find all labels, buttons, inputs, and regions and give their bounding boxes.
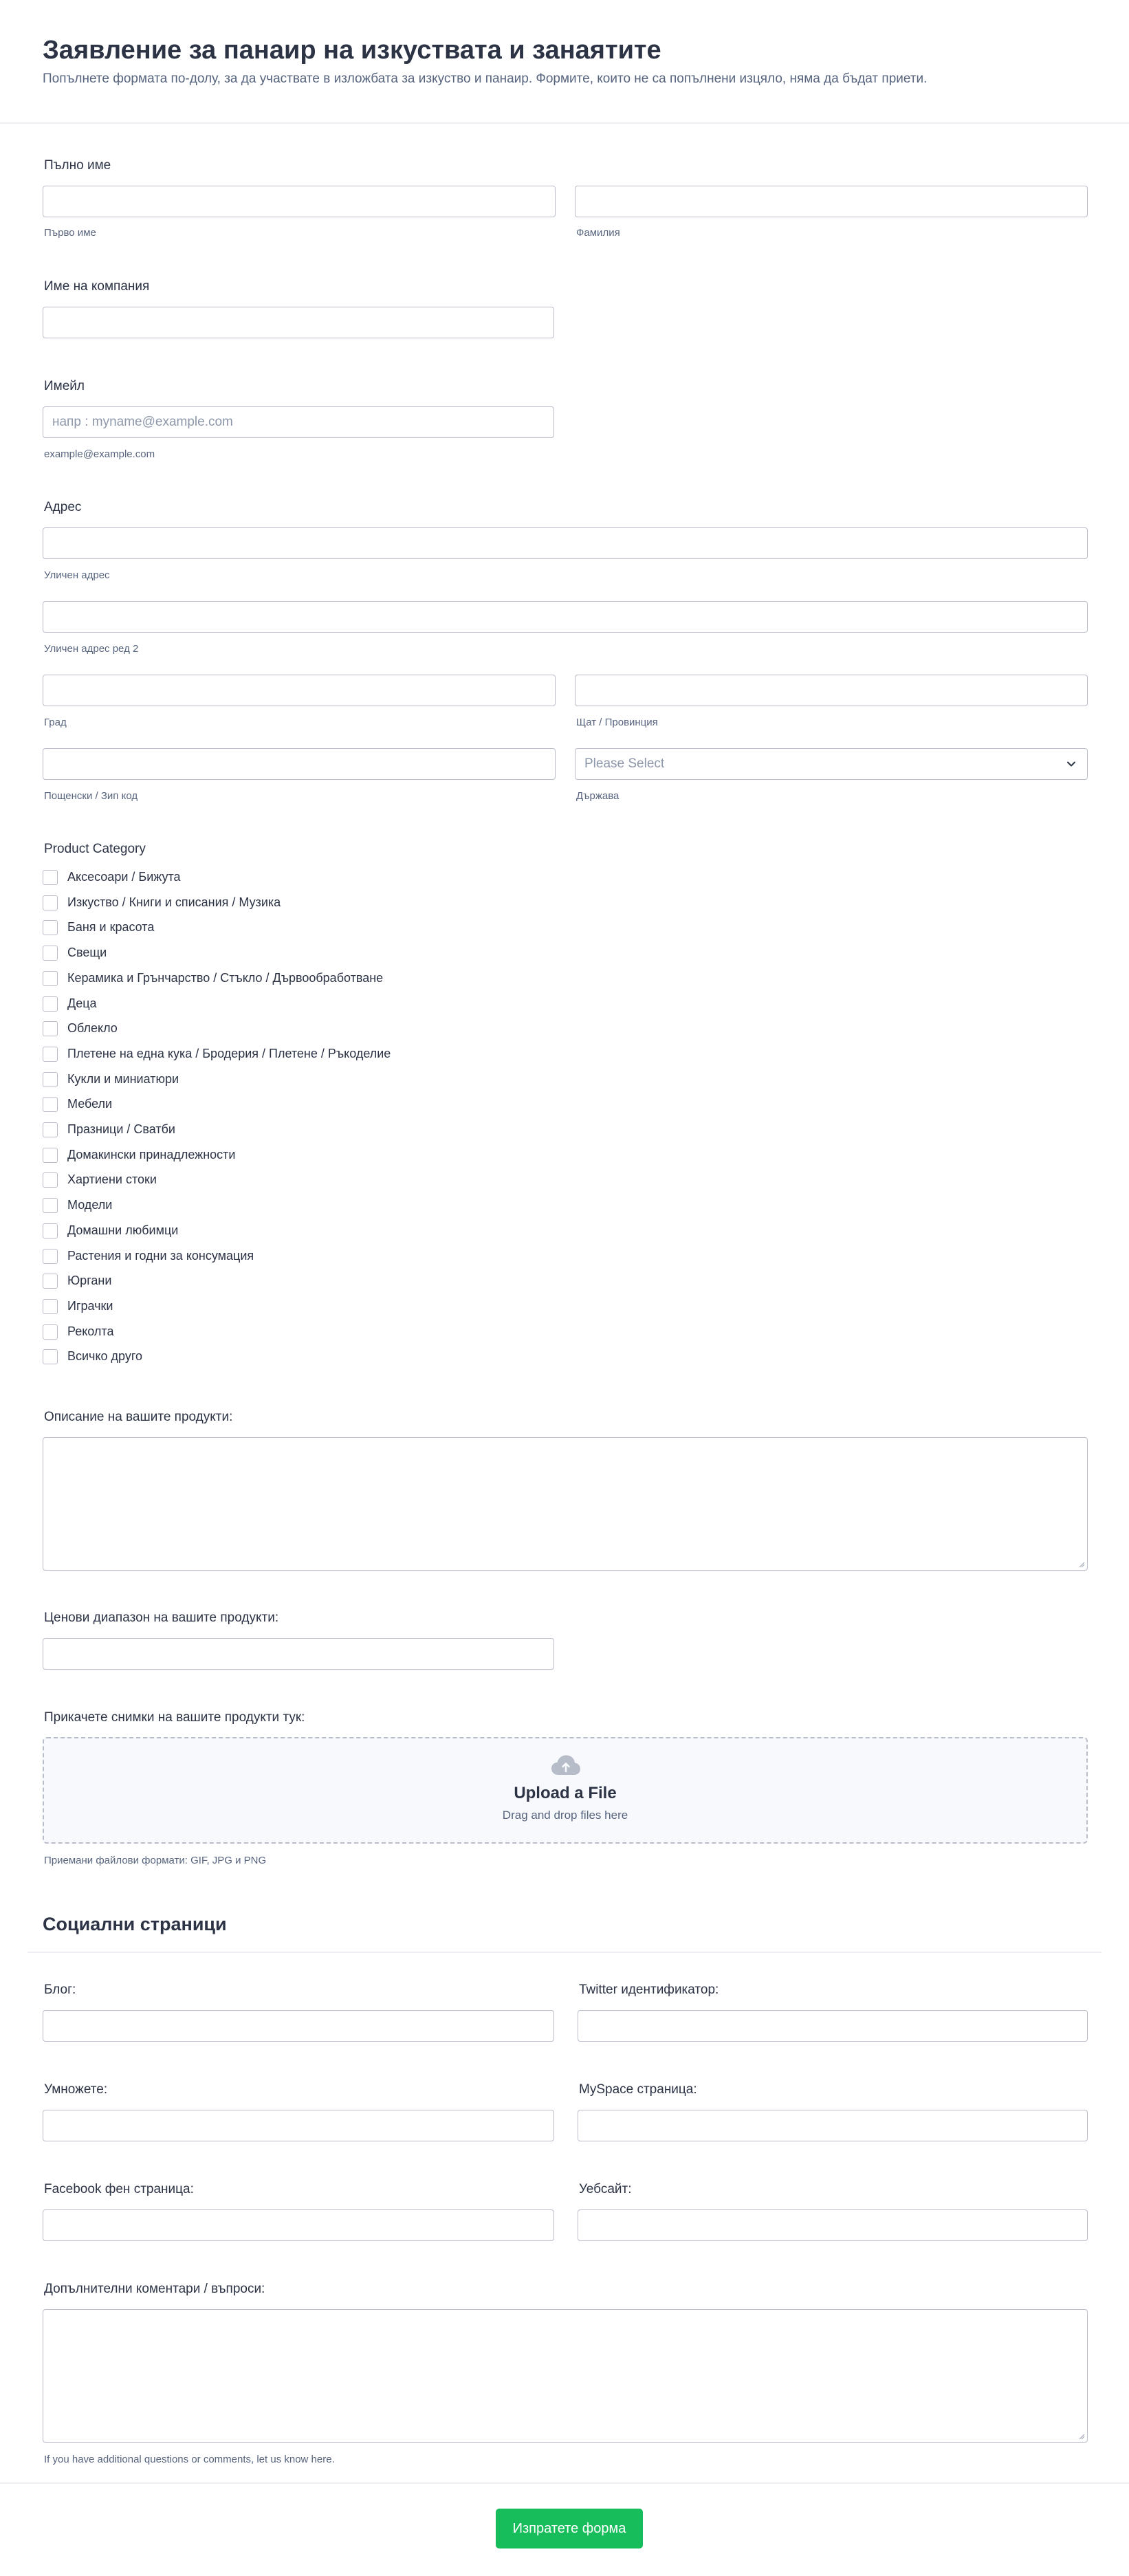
checkbox-label: Изкуство / Книги и списания / Музика	[67, 895, 281, 909]
multiply-label: Умножете:	[44, 2082, 108, 2097]
website-label: Уебсайт:	[579, 2182, 632, 2196]
comments-textarea[interactable]	[43, 2309, 1088, 2443]
city-input[interactable]	[43, 675, 556, 706]
first-name-input[interactable]	[43, 186, 556, 217]
checkbox-label: Аксесоари / Бижута	[67, 870, 181, 884]
form-header	[0, 0, 1129, 124]
checkbox-label: Хартиени стоки	[67, 1172, 157, 1187]
checkbox[interactable]	[43, 996, 58, 1012]
social-section-title: Социални страници	[43, 1914, 227, 1934]
checkbox-label: Облекло	[67, 1021, 118, 1036]
checkbox[interactable]	[43, 870, 58, 885]
section-divider	[28, 1952, 1101, 1953]
price-range-label: Ценови диапазон на вашите продукти:	[44, 1611, 279, 1625]
checkbox[interactable]	[43, 895, 58, 910]
street-address-2-input[interactable]	[43, 601, 1088, 633]
photos-label: Прикачете снимки на вашите продукти тук:	[44, 1710, 305, 1725]
comments-sublabel: If you have additional questions or comments, let us know here.	[44, 2454, 335, 2465]
checkbox-label: Играчки	[67, 1298, 113, 1313]
blog-label: Блог:	[44, 1983, 76, 1997]
form-title: Заявление за панаир на изкуствата и занаятите	[43, 36, 661, 65]
facebook-input[interactable]	[43, 2209, 554, 2241]
email-label: Имейл	[44, 379, 85, 393]
resize-handle-icon[interactable]	[1078, 2433, 1085, 2440]
checkbox[interactable]	[43, 920, 58, 935]
blog-input[interactable]	[43, 2010, 554, 2042]
checkbox[interactable]	[43, 1274, 58, 1289]
price-range-input[interactable]	[43, 1638, 554, 1670]
email-sublabel: example@example.com	[44, 448, 155, 460]
photos-sublabel: Приемани файлови формати: GIF, JPG и PNG	[44, 1855, 267, 1866]
checkbox[interactable]	[43, 1072, 58, 1087]
submit-button-label: Изпратете форма	[512, 2521, 626, 2536]
checkbox-label: Домашни любимци	[67, 1223, 179, 1237]
upload-subtitle: Drag and drop files here	[502, 1809, 628, 1822]
checkbox-label: Юргани	[67, 1274, 112, 1288]
checkbox-label: Всичко друго	[67, 1349, 143, 1364]
email-placeholder: напр : myname@example.com	[52, 415, 233, 429]
twitter-input[interactable]	[578, 2010, 1088, 2042]
checkbox-label: Плетене на една кука / Бродерия / Плетене / Ръкоделие	[67, 1046, 391, 1060]
checkbox[interactable]	[43, 1172, 58, 1188]
zip-sublabel: Пощенски / Зип код	[44, 790, 138, 802]
checkbox-label: Керамика и Грънчарство / Стъкло / Дървообработване	[67, 970, 384, 985]
address-label: Адрес	[44, 500, 82, 514]
street-address-sublabel: Уличен адрес	[44, 569, 110, 581]
checkbox[interactable]	[43, 946, 58, 961]
checkbox-label: Кукли и миниатюри	[67, 1071, 179, 1086]
upload-title: Upload a File	[514, 1784, 617, 1802]
first-name-sublabel: Първо име	[44, 227, 96, 239]
product-category-label: Product Category	[44, 842, 146, 856]
footer-divider	[0, 2482, 1129, 2484]
comments-label: Допълнителни коментари / въпроси:	[44, 2282, 265, 2296]
checkbox[interactable]	[43, 1198, 58, 1213]
checkbox[interactable]	[43, 1047, 58, 1062]
website-input[interactable]	[578, 2209, 1088, 2241]
state-sublabel: Щат / Провинция	[576, 717, 658, 728]
checkbox[interactable]	[43, 1097, 58, 1112]
full-name-label: Пълно име	[44, 158, 111, 173]
checkbox-label: Реколта	[67, 1324, 114, 1338]
company-label: Име на компания	[44, 279, 150, 294]
last-name-input[interactable]	[575, 186, 1088, 217]
cloud-upload-icon	[550, 1754, 582, 1777]
checkbox[interactable]	[43, 1249, 58, 1264]
checkbox[interactable]	[43, 1122, 58, 1137]
state-input[interactable]	[575, 675, 1088, 706]
checkbox-label: Празници / Сватби	[67, 1122, 175, 1136]
form-subtitle: Попълнете формата по-долу, за да участвате в изложбата за изкуство и панаир. Формите, които не са попълнени изцяло, няма да бъдат приети.	[43, 72, 928, 86]
country-sublabel: Държава	[576, 790, 620, 802]
checkbox-label: Растения и годни за консумация	[67, 1248, 254, 1263]
checkbox[interactable]	[43, 1299, 58, 1314]
city-sublabel: Град	[44, 717, 67, 728]
last-name-sublabel: Фамилия	[576, 227, 620, 239]
checkbox[interactable]	[43, 1148, 58, 1163]
company-input[interactable]	[43, 307, 554, 338]
myspace-label: MySpace страница:	[579, 2082, 697, 2097]
submit-button[interactable]	[496, 2509, 643, 2548]
email-input[interactable]	[43, 406, 554, 438]
checkbox-label: Деца	[67, 996, 97, 1010]
country-placeholder: Please Select	[584, 756, 665, 771]
checkbox-label: Мебели	[67, 1097, 113, 1111]
checkbox[interactable]	[43, 971, 58, 986]
facebook-label: Facebook фен страница:	[44, 2182, 194, 2196]
resize-handle-icon[interactable]	[1078, 1561, 1085, 1568]
checkbox[interactable]	[43, 1223, 58, 1238]
street-address-input[interactable]	[43, 527, 1088, 559]
checkbox-label: Домакински принадлежности	[67, 1147, 236, 1161]
twitter-label: Twitter идентификатор:	[579, 1983, 719, 1997]
checkbox-label: Свещи	[67, 946, 107, 960]
checkbox[interactable]	[43, 1021, 58, 1036]
chevron-down-icon	[1065, 758, 1077, 770]
zip-input[interactable]	[43, 748, 556, 780]
description-label: Описание на вашите продукти:	[44, 1410, 233, 1424]
checkbox-label: Модели	[67, 1198, 113, 1212]
file-upload-dropzone[interactable]	[43, 1737, 1088, 1844]
checkbox[interactable]	[43, 1349, 58, 1364]
description-textarea[interactable]	[43, 1437, 1088, 1571]
checkbox-label: Баня и красота	[67, 920, 155, 935]
multiply-input[interactable]	[43, 2110, 554, 2141]
checkbox[interactable]	[43, 1324, 58, 1340]
myspace-input[interactable]	[578, 2110, 1088, 2141]
street-address-2-sublabel: Уличен адрес ред 2	[44, 643, 139, 655]
country-select[interactable]	[575, 748, 1088, 780]
